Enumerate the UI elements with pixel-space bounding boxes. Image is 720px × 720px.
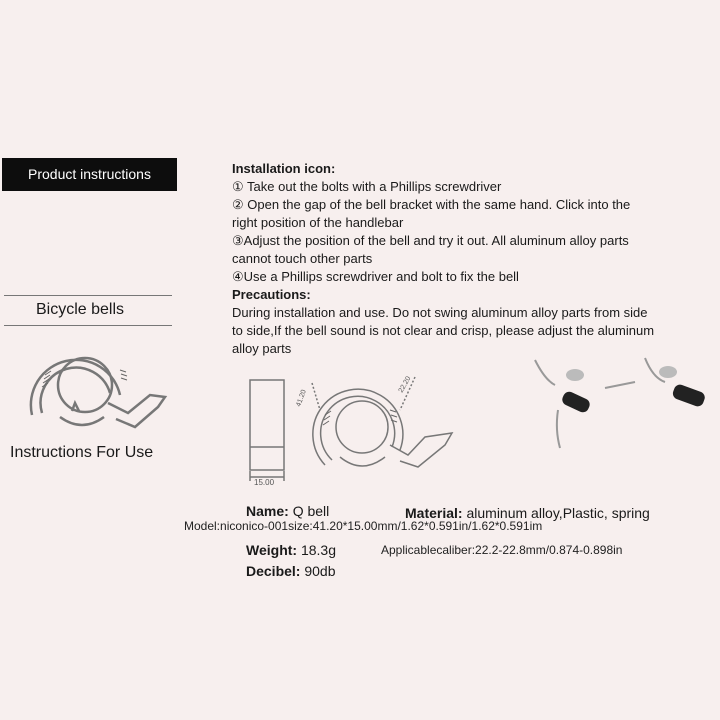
installation-step: ① Take out the bolts with a Phillips screwdriver (232, 179, 502, 194)
handlebar-illustrations (520, 350, 715, 455)
instructions-for-use-caption: Instructions For Use (10, 444, 154, 461)
installation-step: ④Use a Phillips screwdriver and bolt to fix the bell (232, 269, 519, 284)
product-instructions-badge: Product instructions (2, 158, 177, 191)
installation-section (232, 160, 712, 358)
decibel-label: Decibel: (246, 563, 301, 579)
installation-heading: Installation icon: (232, 161, 336, 176)
weight-value: 18.3g (300, 542, 337, 558)
dim-b-label: 22.20 (397, 375, 413, 394)
model-line: Model:niconico-001size:41.20*15.00mm/1.62*0.591in/1.62*0.591im (184, 519, 543, 533)
precautions-heading: Precautions: (232, 287, 311, 302)
caliber-line: Applicablecaliber:22.2-22.8mm/0.874-0.898in (381, 543, 623, 557)
name-value: Q bell (292, 503, 330, 519)
name-spec (246, 503, 329, 519)
decibel-value: 90db (304, 563, 336, 579)
divider-top (4, 295, 172, 296)
name-label: Name: (246, 503, 289, 519)
dim-a-label: 41.20 (295, 388, 308, 408)
weight-label: Weight: (246, 542, 298, 558)
dim-width-label: 15.00 (254, 478, 275, 487)
installation-step: cannot touch other parts (232, 251, 373, 266)
precautions-line: alloy parts (232, 341, 292, 356)
installation-step: ③Adjust the position of the bell and try it out. All aluminum alloy parts (232, 233, 629, 248)
technical-drawing (240, 365, 470, 490)
divider-bottom (4, 325, 172, 326)
bicycle-bells-title: Bicycle bells (36, 301, 125, 318)
installation-step: ② Open the gap of the bell bracket with the same hand. Click into the (232, 197, 631, 212)
material-label: Material: (405, 505, 463, 521)
weight-spec (246, 542, 336, 558)
decibel-spec (246, 563, 336, 579)
installation-step: right position of the handlebar (232, 215, 404, 230)
material-value: aluminum alloy,Plastic, spring (466, 505, 650, 521)
precautions-line: During installation and use. Do not swing aluminum alloy parts from side (232, 305, 648, 320)
bell-illustration-left (20, 335, 180, 435)
precautions-line: to side,If the bell sound is not clear and crisp, please adjust the aluminum (232, 323, 655, 338)
